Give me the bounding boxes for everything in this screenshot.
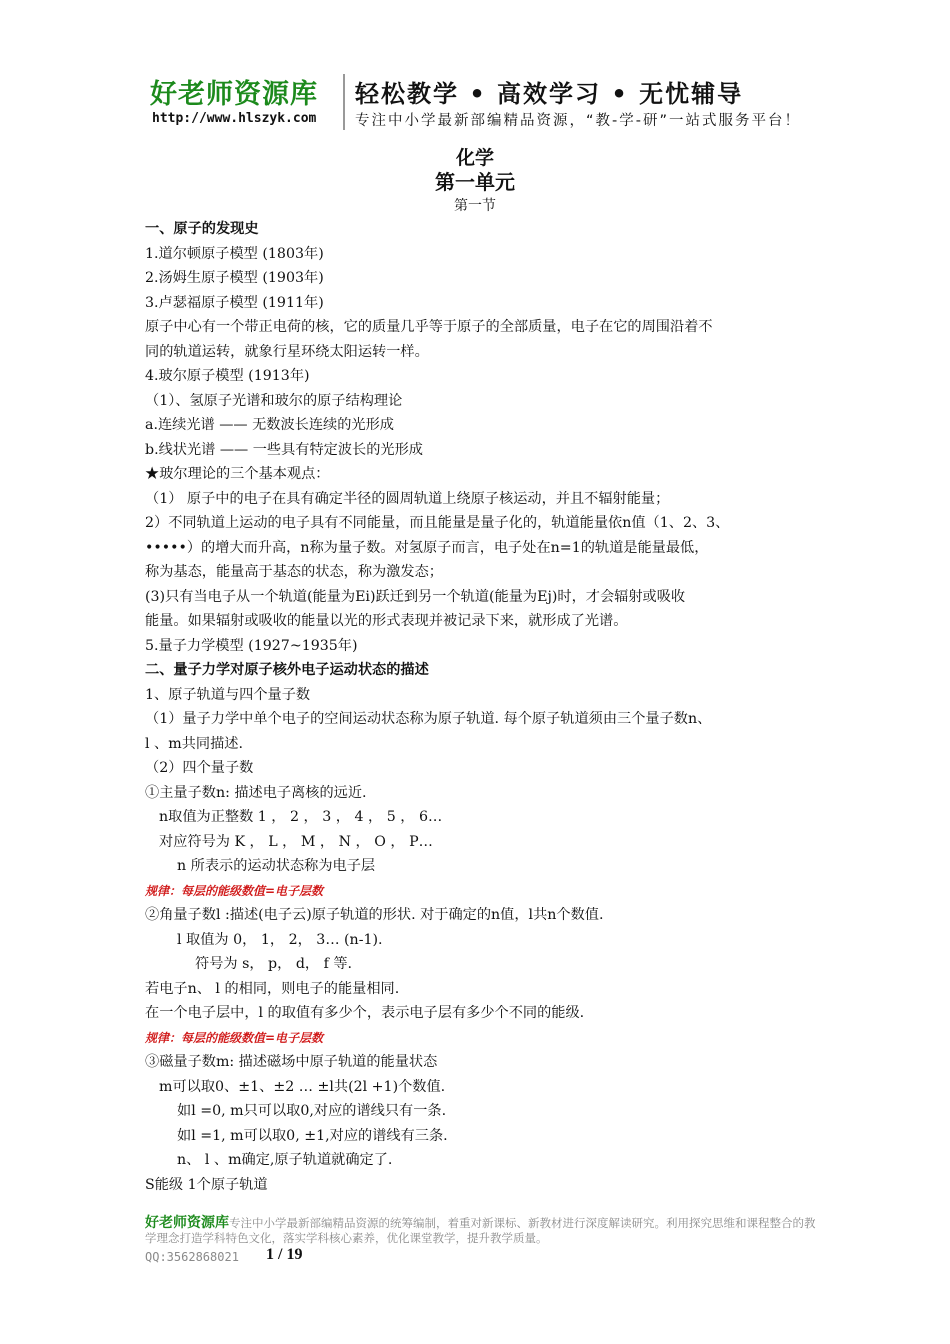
text-line: (3)只有当电子从一个轨道(能量为Ei)跃迁到另一个轨道(能量为Ej)时，才会辐射或吸收 bbox=[145, 588, 686, 605]
footer-brand: 好老师资源库 bbox=[145, 1215, 229, 1231]
text-line: 2.汤姆生原子模型 (1903年) bbox=[145, 270, 324, 286]
section-title: 第一节 bbox=[454, 198, 496, 214]
text-line: ★玻尔理论的三个基本观点： bbox=[145, 466, 330, 482]
text-line: n取值为正整数 1 ， 2 ， 3 ， 4 ， 5 ， 6… bbox=[159, 809, 443, 825]
page-header bbox=[150, 70, 910, 132]
text-line: 对应符号为 K ， L ， M ， N ， O ， P… bbox=[159, 833, 433, 850]
page-number: 1 / 19 bbox=[266, 1246, 303, 1263]
text-line: （1）量子力学中单个电子的空间运动状态称为原子轨道. 每个原子轨道须由三个量子数n、 bbox=[145, 711, 712, 727]
text-line: a.连续光谱 —— 无数波长连续的光形成 bbox=[145, 417, 394, 433]
text-line: 1、原子轨道与四个量子数 bbox=[145, 686, 311, 703]
text-line: 若电子n、 l 的相同，则电子的能量相同. bbox=[145, 980, 400, 997]
text-line: 在一个电子层中，l 的取值有多少个，表示电子层有多少个不同的能级. bbox=[145, 1005, 585, 1021]
section-heading: 二、量子力学对原子核外电子运动状态的描述 bbox=[145, 662, 429, 678]
header-divider bbox=[343, 74, 345, 130]
text-line: 原子中心有一个带正电荷的核，它的质量几乎等于原子的全部质量，电子在它的周围沿着不 bbox=[145, 319, 713, 335]
text-line: 4.玻尔原子模型 (1913年) bbox=[145, 368, 310, 384]
text-line: ①主量子数n: 描述电子离核的远近. bbox=[145, 784, 367, 801]
text-line: 2）不同轨道上运动的电子具有不同能量，而且能量是量子化的，轨道能量依n值（1、2、3、 bbox=[145, 515, 730, 531]
footer-text bbox=[145, 1216, 825, 1246]
text-line: （1） 原子中的电子在具有确定半径的圆周轨道上绕原子核运动，并且不辐射能量； bbox=[145, 490, 670, 507]
subject-title: 化学 bbox=[455, 147, 494, 169]
text-line: （2）四个量子数 bbox=[145, 760, 254, 776]
text-line: 如l =1, m可以取0, ±1,对应的谱线有三条. bbox=[177, 1127, 448, 1144]
header-tagline: 专注中小学最新部编精品资源，“教-学-研”一站式服务平台！ bbox=[355, 113, 801, 129]
document-body bbox=[145, 217, 815, 1197]
footer-qq: QQ:3562868021 bbox=[145, 1250, 239, 1264]
rule-note: 规律：每层的能级数值=电子层数 bbox=[145, 1030, 324, 1045]
text-line: 如l =0, m只可以取0,对应的谱线只有一条. bbox=[177, 1103, 447, 1119]
unit-title: 第一单元 bbox=[435, 170, 515, 194]
text-line: •••••）的增大而升高，n称为量子数。对氢原子而言，电子处在n=1的轨道是能量最低， bbox=[145, 539, 709, 556]
text-line: b.线状光谱 —— 一些具有特定波长的光形成 bbox=[145, 441, 423, 458]
header-url[interactable]: http://www.hlszyk.com bbox=[152, 111, 317, 126]
page-footer bbox=[145, 1216, 825, 1246]
header-slogan: 轻松教学 • 高效学习 • 无忧辅导 bbox=[355, 80, 744, 108]
text-line: 符号为 s， p， d， f 等. bbox=[195, 956, 353, 972]
text-line: 3.卢瑟福原子模型 (1911年) bbox=[145, 294, 324, 311]
text-line: l 取值为 0， 1， 2， 3… (n-1). bbox=[177, 931, 383, 948]
text-line: ③磁量子数m: 描述磁场中原子轨道的能量状态 bbox=[145, 1054, 438, 1070]
text-line: l 、m共同描述. bbox=[145, 735, 243, 752]
footer-description: 专注中小学最新部编精品资源的统筹编制，着重对新课标、新教材进行深度解读研究。利用探究思维和课程整合的教学理念打造学科特色文化，落实学科核心素养，优化课堂教学，提升教学质量。 bbox=[145, 1216, 816, 1245]
text-line: 5.量子力学模型 (1927~1935年) bbox=[145, 637, 358, 654]
text-line: S能级 1个原子轨道 bbox=[145, 1176, 268, 1193]
text-line: 1.道尔顿原子模型 (1803年) bbox=[145, 245, 324, 262]
text-line: 能量。如果辐射或吸收的能量以光的形式表现并被记录下来，就形成了光谱。 bbox=[145, 613, 628, 629]
rule-note: 规律：每层的能级数值=电子层数 bbox=[145, 883, 324, 898]
text-line: 称为基态，能量高于基态的状态，称为激发态； bbox=[145, 564, 443, 580]
text-line: ②角量子数l :描述(电子云)原子轨道的形状. 对于确定的n值，l共n个数值. bbox=[145, 907, 604, 923]
section-heading: 一、原子的发现史 bbox=[145, 221, 259, 237]
text-line: 同的轨道运转，就象行星环绕太阳运转一样。 bbox=[145, 343, 429, 360]
brand-logo-text: 好老师资源库 bbox=[150, 79, 318, 110]
text-line: n、 l 、m确定,原子轨道就确定了. bbox=[177, 1152, 393, 1168]
text-line: （1）、氢原子光谱和玻尔的原子结构理论 bbox=[145, 392, 403, 409]
text-line: m可以取0、±1、±2 … ±l共(2l +1)个数值. bbox=[159, 1078, 446, 1095]
text-line: n 所表示的运动状态称为电子层 bbox=[177, 858, 376, 874]
